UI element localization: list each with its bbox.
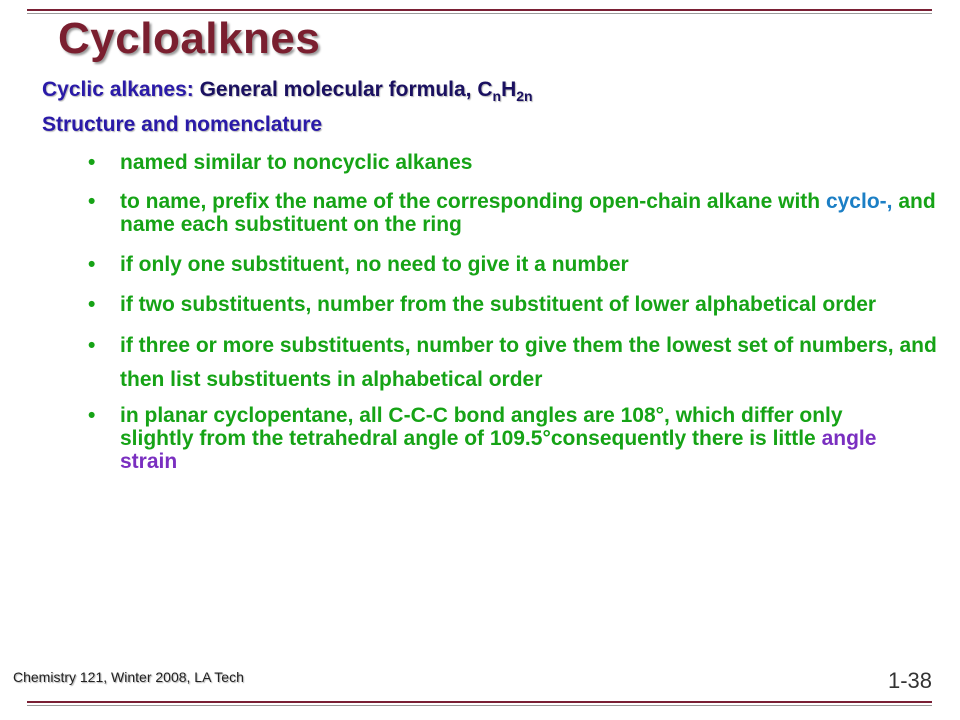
- bullet-dot: •: [88, 334, 96, 357]
- bullet-dot: •: [88, 404, 96, 427]
- bullet-dot: •: [88, 293, 96, 316]
- subheading-formula: [42, 78, 533, 102]
- bullet-dot: •: [88, 253, 96, 276]
- bullet-item: • in planar cyclopentane, all C-C-C bond angles are 108°, which differ only slightly from the tetrahedral angle of 109.5°consequently there is little angle strain: [88, 404, 877, 473]
- bullet-item: • to name, prefix the name of the corresponding open-chain alkane with cyclo-, and name each substituent on the ring: [88, 190, 936, 236]
- slide-title: Cycloalknes: [58, 14, 321, 63]
- formula-subscript-2n: 2n: [516, 88, 533, 104]
- angle-strain-highlight: angle strain: [120, 427, 877, 473]
- bullet-item: • if three or more substituents, number to give them the lowest set of numbers, and then list substituents in alphabetical order: [88, 329, 948, 397]
- formula-subscript-n: n: [492, 88, 502, 104]
- bullet-list: [88, 148, 948, 480]
- bottom-rule: [27, 701, 932, 703]
- top-rule: [27, 9, 932, 11]
- bullet-dot: •: [88, 151, 96, 174]
- subheading-prefix: Cyclic alkanes:: [42, 78, 200, 101]
- subheading-formula-text: General molecular formula, $C_nH_{2n}$: [199, 78, 533, 104]
- bullet-item: • named similar to noncyclic alkanes: [88, 148, 948, 178]
- bullet-item: • if only one substituent, no need to give it a number: [88, 250, 948, 280]
- page-number: 1-38: [887, 668, 932, 693]
- bullet-item: • if two substituents, number from the substituent of lower alphabetical order: [88, 287, 948, 322]
- footer-course: Chemistry 121, Winter 2008, LA Tech: [13, 669, 244, 685]
- bottom-rule-shadow: [27, 705, 932, 706]
- subheading-structure: Structure and nomenclature: [42, 113, 323, 136]
- bullet-dot: •: [88, 190, 96, 213]
- cyclo-prefix-highlight: cyclo-,: [825, 190, 893, 213]
